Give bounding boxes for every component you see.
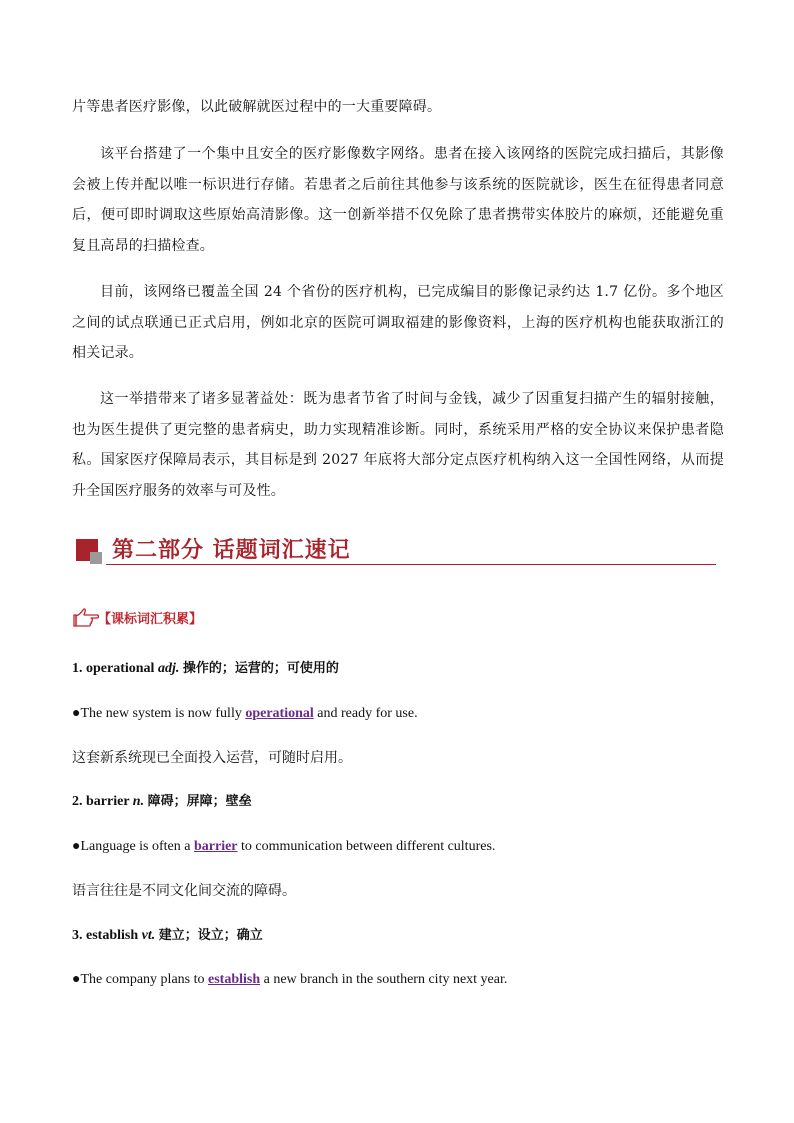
vocab-part-of-speech: n. — [132, 794, 145, 809]
vocab-accumulation-label: 【课标词汇积累】 — [98, 612, 203, 627]
vocab-entry-title — [72, 659, 339, 679]
vocab-example — [72, 970, 507, 990]
example-text: Language is often a — [80, 839, 194, 854]
example-keyword: operational — [245, 706, 314, 721]
example-text: The new system is now fully — [80, 706, 246, 721]
section-header — [76, 536, 716, 570]
vocab-entry-title — [72, 792, 252, 812]
example-text: The company plans to — [80, 972, 208, 987]
vocab-number: 1. — [72, 661, 83, 676]
bullet-icon: ● — [72, 839, 81, 854]
vocab-word: barrier — [86, 794, 130, 809]
example-keyword: barrier — [193, 839, 238, 854]
paragraph-coverage: 目前，该网络已覆盖全国 24 个省份的医疗机构，已完成编目的影像记录约达 1.7 亿份。多个地区之间的试点联通已正式启用，例如北京的医院可调取福建的影像资料，上海的医疗机构也能获取浙江的相关记录。 — [72, 284, 724, 361]
paragraph-continued: 片等患者医疗影像，以此破解就医过程中的一大重要障碍。 — [72, 99, 442, 115]
paragraph-benefits: 这一举措带来了诸多显著益处：既为患者节省了时间与金钱，减少了因重复扫描产生的辐射接触，也为医生提供了更完整的患者病史，助力实现精准诊断。同时，系统采用严格的安全协议来保护患者隐私。国家医疗保障局表示，其目标是到 2027 年底将大部分定点医疗机构纳入这一全国性网络，从而提升全国医疗服务的效率与可及性。 — [72, 391, 724, 499]
vocab-part-of-speech: vt. — [141, 928, 156, 943]
vocab-example — [72, 837, 495, 857]
vocab-translation: 语言往往是不同文化间交流的障碍。 — [72, 883, 296, 899]
vocab-number: 2. — [72, 794, 83, 809]
vocab-word: operational — [86, 661, 155, 676]
section-marker-shadow — [90, 552, 102, 564]
section-divider — [106, 564, 716, 565]
vocab-number: 3. — [72, 928, 83, 943]
vocab-translation: 这套新系统现已全面投入运营，可随时启用。 — [72, 750, 352, 766]
example-text: a new branch in the southern city next year. — [260, 972, 508, 987]
vocab-part-of-speech: adj. — [157, 661, 180, 676]
vocab-example — [72, 704, 418, 724]
bullet-icon: ● — [72, 972, 81, 987]
vocab-meaning: 障碍；屏障；壁垒 — [147, 794, 252, 809]
vocab-meaning: 操作的；运营的；可使用的 — [182, 661, 339, 676]
pointing-hand-icon — [72, 606, 100, 630]
vocab-word: establish — [86, 928, 139, 943]
section-title: 第二部分 话题词汇速记 — [112, 538, 351, 563]
vocab-meaning: 建立；设立；确立 — [158, 928, 263, 943]
example-text: to communication between different cultures. — [237, 839, 496, 854]
bullet-icon: ● — [72, 706, 81, 721]
example-text: and ready for use. — [313, 706, 418, 721]
vocab-entry-title — [72, 926, 263, 946]
example-keyword: establish — [208, 972, 261, 987]
paragraph-platform: 该平台搭建了一个集中且安全的医疗影像数字网络。患者在接入该网络的医院完成扫描后，其影像会被上传并配以唯一标识进行存储。若患者之后前往其他参与该系统的医院就诊，医生在征得患者同意后，便可即时调取这些原始高清影像。这一创新举措不仅免除了患者携带实体胶片的麻烦，还能避免重复且高昂的扫描检查。 — [72, 146, 724, 254]
